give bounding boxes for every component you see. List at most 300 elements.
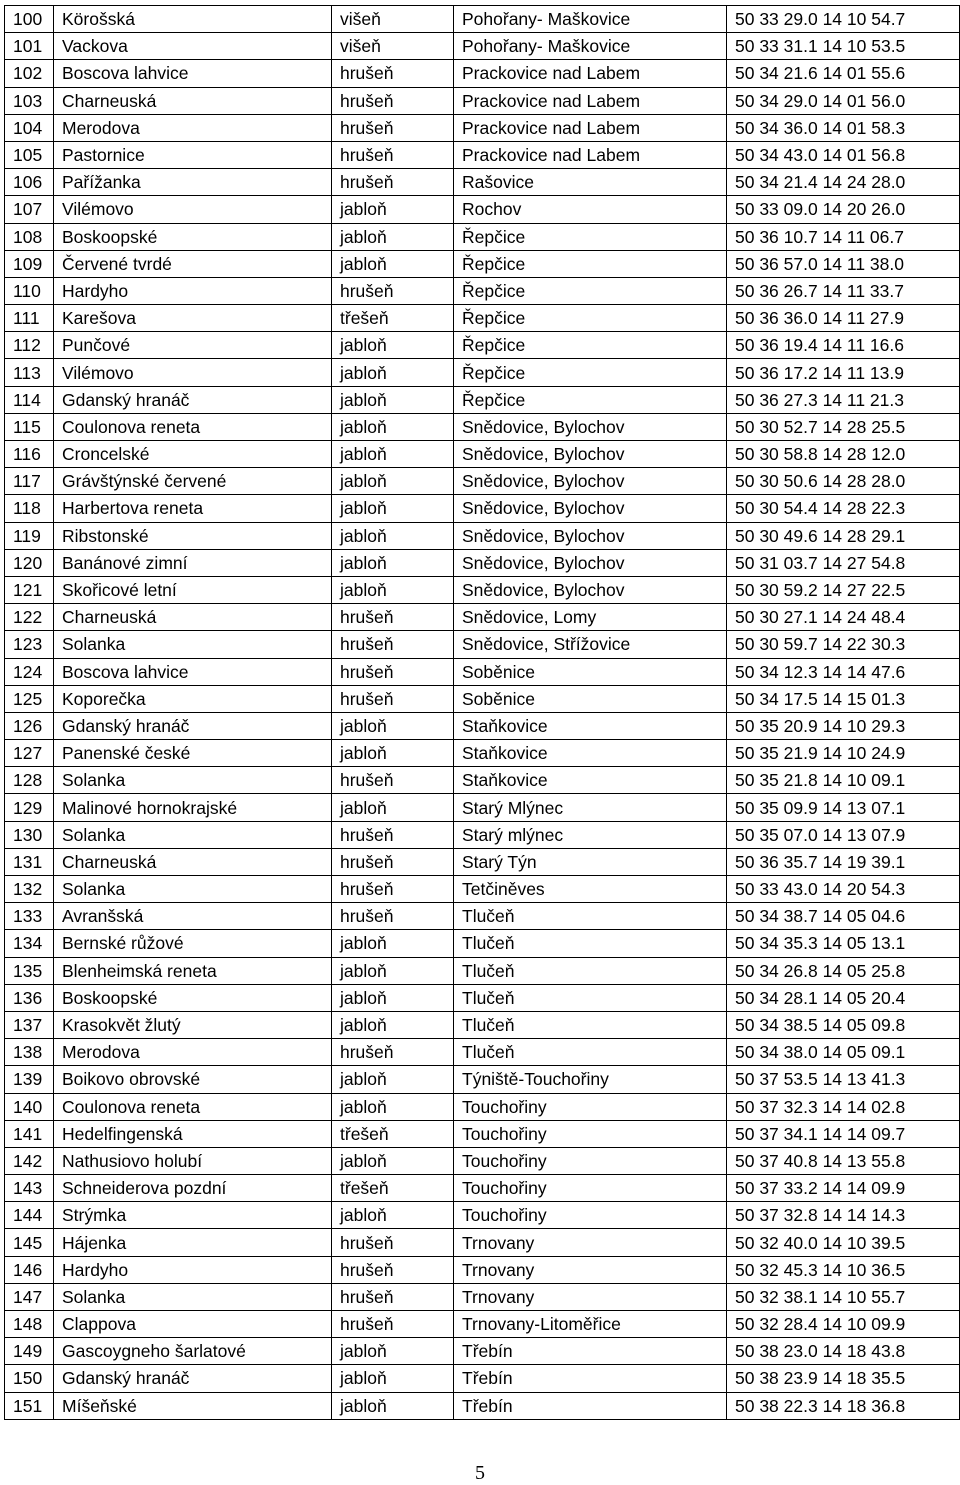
species-cell: hrušeň [332, 903, 454, 930]
variety-cell: Strýmka [54, 1202, 332, 1229]
variety-cell: Hájenka [54, 1229, 332, 1256]
variety-cell: Punčové [54, 332, 332, 359]
coordinates-cell: 50 30 50.6 14 28 28.0 [727, 468, 960, 495]
locality-cell: Trnovany-Litoměřice [454, 1311, 727, 1338]
variety-cell: Solanka [54, 1283, 332, 1310]
species-cell: hrušeň [332, 658, 454, 685]
row-number-cell: 138 [5, 1039, 54, 1066]
species-cell: hrušeň [332, 141, 454, 168]
locality-cell: Soběnice [454, 658, 727, 685]
species-cell: hrušeň [332, 767, 454, 794]
locality-cell: Staňkovice [454, 767, 727, 794]
row-number-cell: 141 [5, 1120, 54, 1147]
variety-cell: Vackova [54, 33, 332, 60]
variety-cell: Gascoygneho šarlatové [54, 1338, 332, 1365]
species-cell: třešeň [332, 305, 454, 332]
table-row [5, 332, 960, 359]
locality-cell: Tetčiněves [454, 876, 727, 903]
row-number-cell: 126 [5, 712, 54, 739]
locality-cell: Starý Týn [454, 848, 727, 875]
locality-cell: Řepčice [454, 250, 727, 277]
variety-cell: Nathusiovo holubí [54, 1147, 332, 1174]
variety-cell: Gdanský hranáč [54, 386, 332, 413]
table-row [5, 87, 960, 114]
row-number-cell: 108 [5, 223, 54, 250]
variety-cell: Hardyho [54, 277, 332, 304]
table-row [5, 712, 960, 739]
row-number-cell: 151 [5, 1392, 54, 1419]
locality-cell: Řepčice [454, 386, 727, 413]
species-cell: jabloň [332, 712, 454, 739]
species-cell: jabloň [332, 984, 454, 1011]
locality-cell: Snědovice, Bylochov [454, 549, 727, 576]
row-number-cell: 149 [5, 1338, 54, 1365]
locality-cell: Staňkovice [454, 712, 727, 739]
species-cell: hrušeň [332, 1283, 454, 1310]
table-row [5, 169, 960, 196]
species-cell: hrušeň [332, 60, 454, 87]
row-number-cell: 150 [5, 1365, 54, 1392]
coordinates-cell: 50 36 10.7 14 11 06.7 [727, 223, 960, 250]
table-body [5, 6, 960, 1420]
locality-cell: Snědovice, Bylochov [454, 413, 727, 440]
table-row [5, 576, 960, 603]
species-cell: hrušeň [332, 114, 454, 141]
locality-cell: Prackovice nad Labem [454, 141, 727, 168]
coordinates-cell: 50 34 21.6 14 01 55.6 [727, 60, 960, 87]
locality-cell: Touchořiny [454, 1175, 727, 1202]
species-cell: hrušeň [332, 1256, 454, 1283]
coordinates-cell: 50 32 38.1 14 10 55.7 [727, 1283, 960, 1310]
variety-cell: Boskoopské [54, 984, 332, 1011]
row-number-cell: 124 [5, 658, 54, 685]
row-number-cell: 125 [5, 685, 54, 712]
row-number-cell: 132 [5, 876, 54, 903]
variety-cell: Körošská [54, 6, 332, 33]
row-number-cell: 130 [5, 821, 54, 848]
table-row [5, 631, 960, 658]
table-row [5, 1175, 960, 1202]
row-number-cell: 135 [5, 957, 54, 984]
variety-cell: Merodova [54, 1039, 332, 1066]
row-number-cell: 139 [5, 1066, 54, 1093]
locality-cell: Prackovice nad Labem [454, 114, 727, 141]
row-number-cell: 104 [5, 114, 54, 141]
table-row [5, 359, 960, 386]
coordinates-cell: 50 36 19.4 14 11 16.6 [727, 332, 960, 359]
table-row [5, 821, 960, 848]
coordinates-cell: 50 34 43.0 14 01 56.8 [727, 141, 960, 168]
coordinates-cell: 50 34 38.7 14 05 04.6 [727, 903, 960, 930]
coordinates-cell: 50 33 09.0 14 20 26.0 [727, 196, 960, 223]
table-row [5, 1066, 960, 1093]
locality-cell: Starý Mlýnec [454, 794, 727, 821]
table-row [5, 60, 960, 87]
variety-cell: Gdanský hranáč [54, 712, 332, 739]
locality-cell: Řepčice [454, 359, 727, 386]
coordinates-cell: 50 33 43.0 14 20 54.3 [727, 876, 960, 903]
variety-cell: Hedelfingenská [54, 1120, 332, 1147]
table-row [5, 223, 960, 250]
locality-cell: Prackovice nad Labem [454, 87, 727, 114]
table-row [5, 1039, 960, 1066]
locality-cell: Snědovice, Bylochov [454, 468, 727, 495]
table-row [5, 277, 960, 304]
species-cell: jabloň [332, 522, 454, 549]
row-number-cell: 100 [5, 6, 54, 33]
species-cell: jabloň [332, 549, 454, 576]
table-row [5, 386, 960, 413]
coordinates-cell: 50 30 59.2 14 27 22.5 [727, 576, 960, 603]
table-row [5, 114, 960, 141]
variety-cell: Croncelské [54, 441, 332, 468]
table-row [5, 1202, 960, 1229]
species-cell: jabloň [332, 1011, 454, 1038]
coordinates-cell: 50 30 49.6 14 28 29.1 [727, 522, 960, 549]
coordinates-cell: 50 35 21.9 14 10 24.9 [727, 740, 960, 767]
table-row [5, 1365, 960, 1392]
locality-cell: Tlučeň [454, 903, 727, 930]
species-cell: jabloň [332, 1066, 454, 1093]
locality-cell: Řepčice [454, 305, 727, 332]
species-cell: jabloň [332, 1093, 454, 1120]
table-row [5, 6, 960, 33]
row-number-cell: 129 [5, 794, 54, 821]
table-row [5, 413, 960, 440]
species-cell: třešeň [332, 1120, 454, 1147]
row-number-cell: 109 [5, 250, 54, 277]
species-cell: hrušeň [332, 604, 454, 631]
variety-cell: Krasokvět žlutý [54, 1011, 332, 1038]
species-cell: jabloň [332, 359, 454, 386]
row-number-cell: 137 [5, 1011, 54, 1038]
table-row [5, 848, 960, 875]
species-cell: jabloň [332, 441, 454, 468]
variety-cell: Avranšská [54, 903, 332, 930]
table-row [5, 604, 960, 631]
species-cell: hrušeň [332, 631, 454, 658]
coordinates-cell: 50 34 38.0 14 05 09.1 [727, 1039, 960, 1066]
species-cell: jabloň [332, 223, 454, 250]
coordinates-cell: 50 34 38.5 14 05 09.8 [727, 1011, 960, 1038]
species-cell: jabloň [332, 1338, 454, 1365]
species-cell: jabloň [332, 794, 454, 821]
row-number-cell: 113 [5, 359, 54, 386]
variety-cell: Ribstonské [54, 522, 332, 549]
row-number-cell: 128 [5, 767, 54, 794]
locality-cell: Trnovany [454, 1256, 727, 1283]
table-row [5, 1283, 960, 1310]
species-cell: jabloň [332, 957, 454, 984]
coordinates-cell: 50 30 52.7 14 28 25.5 [727, 413, 960, 440]
variety-cell: Karešova [54, 305, 332, 332]
locality-cell: Touchořiny [454, 1147, 727, 1174]
table-row [5, 685, 960, 712]
variety-cell: Červené tvrdé [54, 250, 332, 277]
coordinates-cell: 50 30 58.8 14 28 12.0 [727, 441, 960, 468]
coordinates-cell: 50 36 35.7 14 19 39.1 [727, 848, 960, 875]
coordinates-cell: 50 36 27.3 14 11 21.3 [727, 386, 960, 413]
row-number-cell: 131 [5, 848, 54, 875]
variety-cell: Blenheimská reneta [54, 957, 332, 984]
table-row [5, 250, 960, 277]
locality-cell: Snědovice, Bylochov [454, 576, 727, 603]
coordinates-cell: 50 34 28.1 14 05 20.4 [727, 984, 960, 1011]
locality-cell: Snědovice, Bylochov [454, 495, 727, 522]
coordinates-cell: 50 34 26.8 14 05 25.8 [727, 957, 960, 984]
variety-cell: Grávštýnské červené [54, 468, 332, 495]
coordinates-cell: 50 34 29.0 14 01 56.0 [727, 87, 960, 114]
table-row [5, 1338, 960, 1365]
coordinates-cell: 50 36 36.0 14 11 27.9 [727, 305, 960, 332]
row-number-cell: 144 [5, 1202, 54, 1229]
locality-cell: Rašovice [454, 169, 727, 196]
species-cell: jabloň [332, 196, 454, 223]
row-number-cell: 117 [5, 468, 54, 495]
species-cell: jabloň [332, 576, 454, 603]
table-row [5, 903, 960, 930]
variety-cell: Míšeňské [54, 1392, 332, 1419]
coordinates-cell: 50 35 21.8 14 10 09.1 [727, 767, 960, 794]
table-row [5, 549, 960, 576]
species-cell: višeň [332, 33, 454, 60]
coordinates-cell: 50 30 54.4 14 28 22.3 [727, 495, 960, 522]
coordinates-cell: 50 38 23.0 14 18 43.8 [727, 1338, 960, 1365]
variety-cell: Charneuská [54, 848, 332, 875]
row-number-cell: 105 [5, 141, 54, 168]
species-cell: hrušeň [332, 87, 454, 114]
coordinates-cell: 50 37 34.1 14 14 09.7 [727, 1120, 960, 1147]
row-number-cell: 143 [5, 1175, 54, 1202]
locality-cell: Snědovice, Bylochov [454, 522, 727, 549]
coordinates-cell: 50 32 45.3 14 10 36.5 [727, 1256, 960, 1283]
locality-cell: Snědovice, Lomy [454, 604, 727, 631]
species-cell: hrušeň [332, 821, 454, 848]
locality-cell: Trnovany [454, 1283, 727, 1310]
row-number-cell: 145 [5, 1229, 54, 1256]
locality-cell: Soběnice [454, 685, 727, 712]
tree-inventory-table [4, 5, 960, 1420]
row-number-cell: 148 [5, 1311, 54, 1338]
table-row [5, 141, 960, 168]
coordinates-cell: 50 33 31.1 14 10 53.5 [727, 33, 960, 60]
locality-cell: Prackovice nad Labem [454, 60, 727, 87]
species-cell: třešeň [332, 1175, 454, 1202]
variety-cell: Boskoopské [54, 223, 332, 250]
variety-cell: Boscova lahvice [54, 60, 332, 87]
table-row [5, 522, 960, 549]
table-row [5, 1011, 960, 1038]
coordinates-cell: 50 38 22.3 14 18 36.8 [727, 1392, 960, 1419]
table-row [5, 767, 960, 794]
coordinates-cell: 50 36 26.7 14 11 33.7 [727, 277, 960, 304]
coordinates-cell: 50 30 59.7 14 22 30.3 [727, 631, 960, 658]
row-number-cell: 118 [5, 495, 54, 522]
row-number-cell: 111 [5, 305, 54, 332]
locality-cell: Pohořany- Maškovice [454, 6, 727, 33]
locality-cell: Tlučeň [454, 1039, 727, 1066]
locality-cell: Snědovice, Střížovice [454, 631, 727, 658]
row-number-cell: 122 [5, 604, 54, 631]
coordinates-cell: 50 31 03.7 14 27 54.8 [727, 549, 960, 576]
variety-cell: Solanka [54, 821, 332, 848]
table-row [5, 740, 960, 767]
table-row [5, 984, 960, 1011]
table-row [5, 1256, 960, 1283]
coordinates-cell: 50 37 40.8 14 13 55.8 [727, 1147, 960, 1174]
coordinates-cell: 50 34 17.5 14 15 01.3 [727, 685, 960, 712]
row-number-cell: 101 [5, 33, 54, 60]
species-cell: hrušeň [332, 277, 454, 304]
coordinates-cell: 50 38 23.9 14 18 35.5 [727, 1365, 960, 1392]
table-row [5, 33, 960, 60]
variety-cell: Hardyho [54, 1256, 332, 1283]
variety-cell: Boikovo obrovské [54, 1066, 332, 1093]
table-row [5, 1311, 960, 1338]
table-row [5, 468, 960, 495]
row-number-cell: 140 [5, 1093, 54, 1120]
table-row [5, 196, 960, 223]
variety-cell: Coulonova reneta [54, 413, 332, 440]
variety-cell: Harbertova reneta [54, 495, 332, 522]
species-cell: jabloň [332, 1147, 454, 1174]
table-row [5, 441, 960, 468]
row-number-cell: 123 [5, 631, 54, 658]
locality-cell: Tlučeň [454, 930, 727, 957]
species-cell: hrušeň [332, 685, 454, 712]
row-number-cell: 114 [5, 386, 54, 413]
locality-cell: Třebín [454, 1365, 727, 1392]
variety-cell: Charneuská [54, 87, 332, 114]
species-cell: jabloň [332, 740, 454, 767]
page-number: 5 [475, 1462, 485, 1484]
coordinates-cell: 50 37 32.8 14 14 14.3 [727, 1202, 960, 1229]
variety-cell: Malinové hornokrajské [54, 794, 332, 821]
locality-cell: Trnovany [454, 1229, 727, 1256]
table-row [5, 1093, 960, 1120]
row-number-cell: 103 [5, 87, 54, 114]
row-number-cell: 119 [5, 522, 54, 549]
species-cell: jabloň [332, 1392, 454, 1419]
table-row [5, 957, 960, 984]
variety-cell: Solanka [54, 631, 332, 658]
variety-cell: Coulonova reneta [54, 1093, 332, 1120]
variety-cell: Pastornice [54, 141, 332, 168]
table-row [5, 305, 960, 332]
species-cell: hrušeň [332, 1229, 454, 1256]
variety-cell: Solanka [54, 876, 332, 903]
locality-cell: Snědovice, Bylochov [454, 441, 727, 468]
species-cell: hrušeň [332, 876, 454, 903]
coordinates-cell: 50 34 12.3 14 14 47.6 [727, 658, 960, 685]
row-number-cell: 120 [5, 549, 54, 576]
row-number-cell: 146 [5, 1256, 54, 1283]
row-number-cell: 107 [5, 196, 54, 223]
table-row [5, 876, 960, 903]
coordinates-cell: 50 35 09.9 14 13 07.1 [727, 794, 960, 821]
coordinates-cell: 50 37 53.5 14 13 41.3 [727, 1066, 960, 1093]
variety-cell: Schneiderova pozdní [54, 1175, 332, 1202]
locality-cell: Řepčice [454, 223, 727, 250]
row-number-cell: 127 [5, 740, 54, 767]
locality-cell: Staňkovice [454, 740, 727, 767]
coordinates-cell: 50 36 57.0 14 11 38.0 [727, 250, 960, 277]
row-number-cell: 136 [5, 984, 54, 1011]
species-cell: hrušeň [332, 169, 454, 196]
locality-cell: Řepčice [454, 277, 727, 304]
table-row [5, 1392, 960, 1419]
locality-cell: Třebín [454, 1392, 727, 1419]
species-cell: jabloň [332, 413, 454, 440]
coordinates-cell: 50 34 35.3 14 05 13.1 [727, 930, 960, 957]
row-number-cell: 112 [5, 332, 54, 359]
species-cell: jabloň [332, 1365, 454, 1392]
coordinates-cell: 50 30 27.1 14 24 48.4 [727, 604, 960, 631]
variety-cell: Vilémovo [54, 359, 332, 386]
variety-cell: Banánové zimní [54, 549, 332, 576]
row-number-cell: 121 [5, 576, 54, 603]
table-row [5, 1229, 960, 1256]
coordinates-cell: 50 32 40.0 14 10 39.5 [727, 1229, 960, 1256]
coordinates-cell: 50 35 07.0 14 13 07.9 [727, 821, 960, 848]
locality-cell: Tlučeň [454, 957, 727, 984]
row-number-cell: 106 [5, 169, 54, 196]
variety-cell: Clappova [54, 1311, 332, 1338]
row-number-cell: 115 [5, 413, 54, 440]
table-row [5, 658, 960, 685]
coordinates-cell: 50 34 21.4 14 24 28.0 [727, 169, 960, 196]
coordinates-cell: 50 37 32.3 14 14 02.8 [727, 1093, 960, 1120]
species-cell: jabloň [332, 386, 454, 413]
locality-cell: Pohořany- Maškovice [454, 33, 727, 60]
species-cell: jabloň [332, 930, 454, 957]
row-number-cell: 116 [5, 441, 54, 468]
locality-cell: Touchořiny [454, 1093, 727, 1120]
variety-cell: Koporečka [54, 685, 332, 712]
table-row [5, 1147, 960, 1174]
species-cell: jabloň [332, 1202, 454, 1229]
species-cell: jabloň [332, 332, 454, 359]
species-cell: hrušeň [332, 848, 454, 875]
row-number-cell: 147 [5, 1283, 54, 1310]
coordinates-cell: 50 32 28.4 14 10 09.9 [727, 1311, 960, 1338]
table-row [5, 1120, 960, 1147]
locality-cell: Třebín [454, 1338, 727, 1365]
coordinates-cell: 50 36 17.2 14 11 13.9 [727, 359, 960, 386]
variety-cell: Merodova [54, 114, 332, 141]
row-number-cell: 102 [5, 60, 54, 87]
row-number-cell: 142 [5, 1147, 54, 1174]
variety-cell: Solanka [54, 767, 332, 794]
variety-cell: Pařížanka [54, 169, 332, 196]
table-row [5, 495, 960, 522]
row-number-cell: 134 [5, 930, 54, 957]
variety-cell: Bernské růžové [54, 930, 332, 957]
species-cell: jabloň [332, 250, 454, 277]
variety-cell: Vilémovo [54, 196, 332, 223]
variety-cell: Panenské české [54, 740, 332, 767]
variety-cell: Boscova lahvice [54, 658, 332, 685]
species-cell: hrušeň [332, 1039, 454, 1066]
coordinates-cell: 50 37 33.2 14 14 09.9 [727, 1175, 960, 1202]
variety-cell: Gdanský hranáč [54, 1365, 332, 1392]
locality-cell: Tlučeň [454, 984, 727, 1011]
species-cell: hrušeň [332, 1311, 454, 1338]
table-row [5, 794, 960, 821]
coordinates-cell: 50 35 20.9 14 10 29.3 [727, 712, 960, 739]
locality-cell: Rochov [454, 196, 727, 223]
variety-cell: Skořicové letní [54, 576, 332, 603]
